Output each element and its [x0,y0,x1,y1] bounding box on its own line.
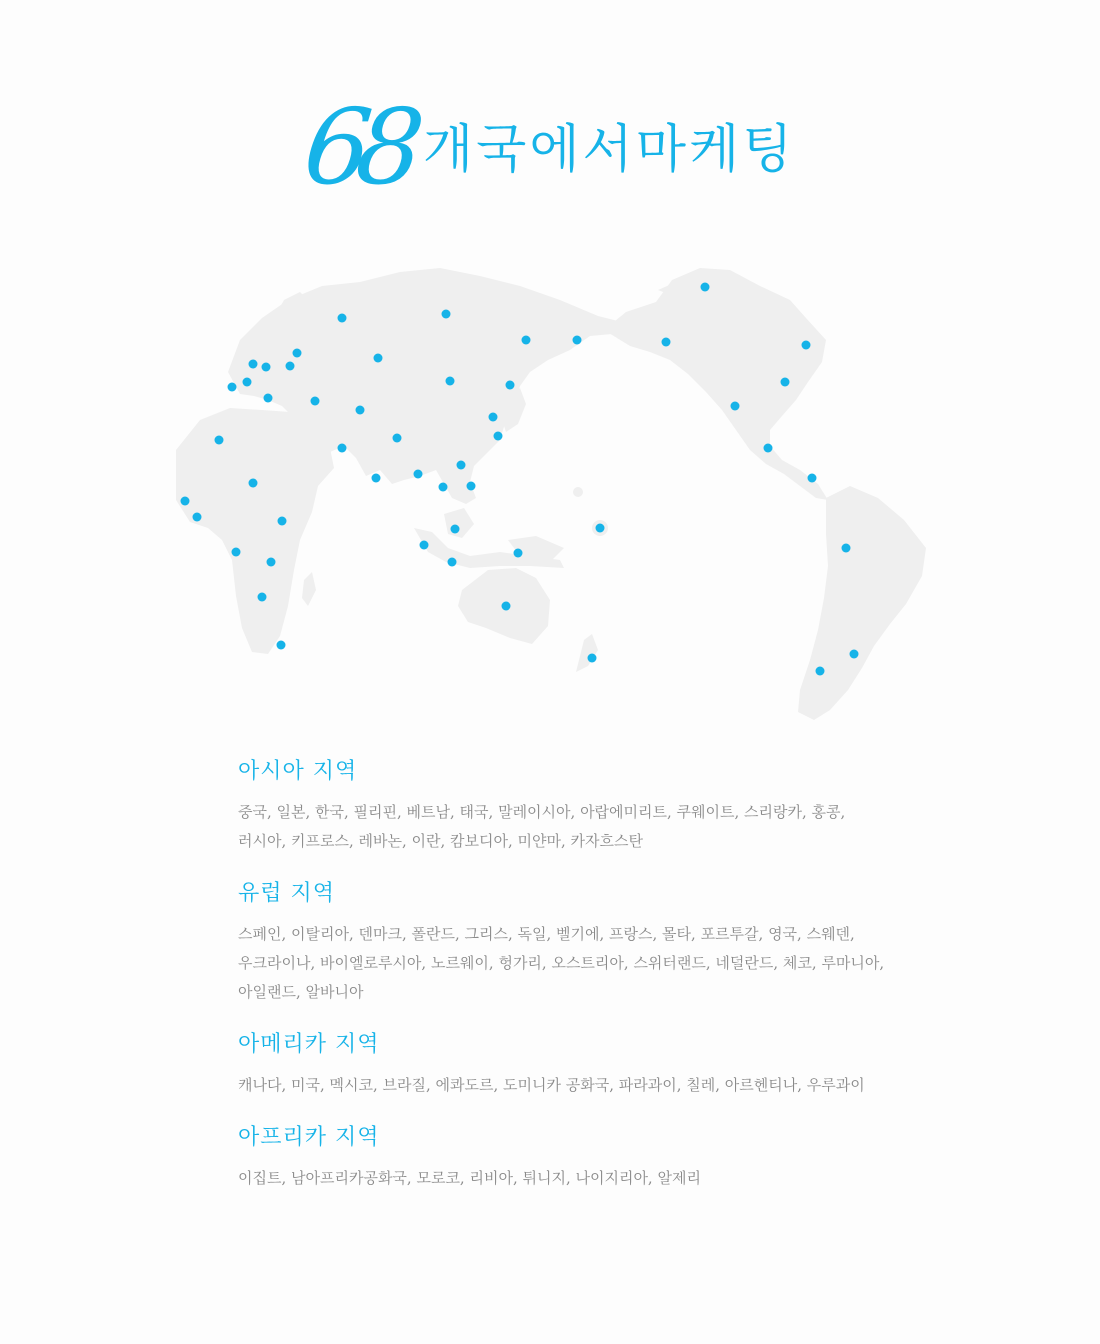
dot-marker-icon [502,602,511,611]
region-list [238,756,938,1215]
region-title-america: 아메리카 지역 [238,1032,380,1057]
dot-marker-icon [808,474,817,483]
dot-marker-icon [293,349,302,358]
region-countries-america [238,1071,938,1100]
dot-marker-icon [596,524,605,533]
dot-marker-icon [816,667,825,676]
dot-marker-icon [448,558,457,567]
dot-marker-icon [193,513,202,522]
dot-marker-icon [764,444,773,453]
dot-marker-icon [701,283,710,292]
dot-marker-icon [514,549,523,558]
borneo-land [444,508,474,538]
dot-marker-icon [451,525,460,534]
region-countries-asia [238,798,938,856]
headline-text: 개국에서마케팅 [422,120,796,180]
south-america-land [798,486,926,720]
dot-marker-icon [662,338,671,347]
dot-marker-icon [588,654,597,663]
countries-line: 중국, 일본, 한국, 필리핀, 베트남, 태국, 말레이시아, 아랍에미리트, 쿠웨이트, 스리랑카, 홍콩, [238,803,846,821]
dot-marker-icon [372,474,381,483]
region-countries-africa [238,1164,938,1193]
region-title-europe: 유럽 지역 [238,881,336,906]
world-map-svg [165,255,935,730]
dot-marker-icon [232,548,241,557]
dot-marker-icon [262,363,271,372]
dot-marker-icon [489,413,498,422]
dot-marker-icon [374,354,383,363]
dot-marker-icon [356,406,365,415]
dot-marker-icon [264,394,273,403]
dot-marker-icon [181,497,190,506]
new-zealand-land [576,634,598,672]
countries-line: 러시아, 키프로스, 레바논, 이란, 캄보디아, 미얀마, 카자흐스탄 [238,832,643,850]
land-masses [176,268,926,720]
dot-marker-icon [420,541,429,550]
countries-line: 아일랜드, 알바니아 [238,983,364,1001]
headline-number: 68 [298,86,416,208]
dot-marker-icon [494,432,503,441]
africa-land [176,408,334,654]
dot-marker-icon [446,377,455,386]
dot-marker-icon [267,558,276,567]
dot-marker-icon [414,470,423,479]
dot-marker-icon [286,362,295,371]
dot-marker-icon [249,479,258,488]
dot-marker-icon [278,517,287,526]
madagascar-land [302,572,316,606]
region-africa [238,1122,938,1193]
dot-marker-icon [802,341,811,350]
dot-marker-icon [467,482,476,491]
countries-line: 우크라이나, 바이엘로루시아, 노르웨이, 헝가리, 오스트리아, 스위터랜드, 네덜란드, 체코, 루마니아, [238,954,885,972]
countries-line: 캐나다, 미국, 멕시코, 브라질, 에콰도르, 도미니카 공화국, 파라과이, 칠레, 아르헨티나, 우루과이 [238,1076,865,1094]
dot-marker-icon [393,434,402,443]
dot-marker-icon [850,650,859,659]
world-map [165,255,935,730]
countries-line: 스페인, 이탈리아, 덴마크, 폴란드, 그리스, 독일, 벨기에, 프랑스, 몰타, 포르투갈, 영국, 스웨덴, [238,925,855,943]
dot-marker-icon [311,397,320,406]
region-title-asia: 아시아 지역 [238,759,358,784]
dot-marker-icon [338,314,347,323]
dot-marker-icon [457,461,466,470]
region-title-africa: 아프리카 지역 [238,1125,380,1150]
dot-marker-icon [442,310,451,319]
dot-marker-icon [731,402,740,411]
region-america [238,1029,938,1100]
dot-marker-icon [277,641,286,650]
dot-marker-icon [243,378,252,387]
dot-marker-icon [249,360,258,369]
dot-marker-icon [781,378,790,387]
dot-marker-icon [338,444,347,453]
dot-marker-icon [506,381,515,390]
dot-marker-icon [573,336,582,345]
dot-marker-icon [228,383,237,392]
region-europe [238,878,938,1007]
dot-marker-icon [439,483,448,492]
north-america-land [604,268,828,500]
headline [0,86,1100,208]
countries-line: 이집트, 남아프리카공화국, 모로코, 리비아, 튀니지, 나이지리아, 알제리 [238,1169,701,1187]
region-asia [238,756,938,856]
dot-marker-icon [258,593,267,602]
dot-marker-icon [522,336,531,345]
dot-marker-icon [215,436,224,445]
region-countries-europe [238,920,938,1007]
dot-marker-icon [842,544,851,553]
